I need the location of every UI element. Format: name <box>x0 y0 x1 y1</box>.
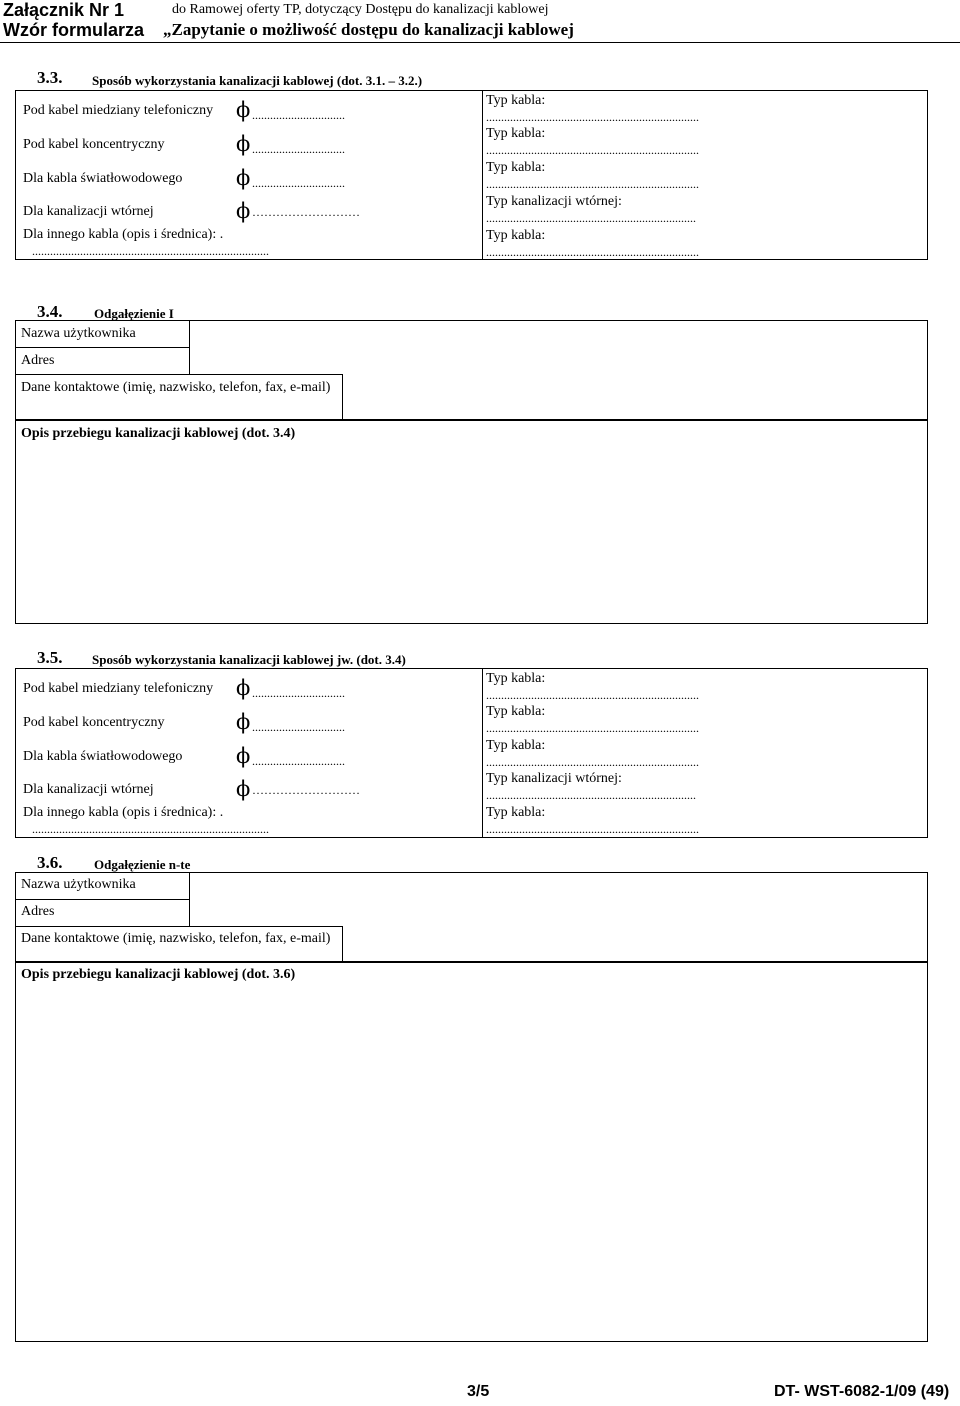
column-divider <box>342 926 343 962</box>
diameter-field[interactable]: ............................... <box>252 108 345 122</box>
cable-type-label: Typ kabla: <box>486 805 546 820</box>
diameter-icon: ϕ <box>236 777 251 801</box>
row-label: Pod kabel koncentryczny <box>23 137 165 152</box>
address-label: Adres <box>21 904 55 919</box>
row-divider <box>15 374 343 375</box>
cable-type-field[interactable]: ....................................................................... <box>486 245 699 259</box>
cable-type-field[interactable]: ....................................................................... <box>486 110 699 124</box>
row-label: Dla innego kabla (opis i średnica): . <box>23 227 224 242</box>
contact-field[interactable] <box>344 928 926 960</box>
section-3-4-route-box[interactable] <box>15 420 928 624</box>
cable-type-field[interactable]: ....................................................................... <box>486 688 699 702</box>
row-divider <box>15 899 190 900</box>
document-code: DT- WST-6082-1/09 (49) <box>774 1383 950 1400</box>
user-name-field[interactable] <box>191 874 926 898</box>
diameter-field[interactable]: ............................... <box>252 176 345 190</box>
row-label: Dla kabla światłowodowego <box>23 171 183 186</box>
diameter-field[interactable]: ............................... <box>252 720 345 734</box>
address-field[interactable] <box>191 349 926 373</box>
diameter-field[interactable]: ............................... <box>252 142 345 156</box>
diameter-field[interactable]: ……………………… <box>252 205 360 219</box>
section-3-6-route-box[interactable] <box>15 962 928 1342</box>
section-3-3-title: Sposób wykorzystania kanalizacji kablowej (dot. 3.1. – 3.2.) <box>92 73 423 88</box>
row-divider <box>15 347 190 348</box>
row-label: Dla kabla światłowodowego <box>23 749 183 764</box>
diameter-icon: ϕ <box>236 199 251 223</box>
secondary-duct-type-label: Typ kanalizacji wtórnej: <box>486 194 622 209</box>
header-divider <box>0 42 960 43</box>
table-column-divider <box>482 669 483 837</box>
diameter-icon: ϕ <box>236 132 251 156</box>
cable-type-label: Typ kabla: <box>486 93 546 108</box>
secondary-duct-type-label: Typ kanalizacji wtórnej: <box>486 771 622 786</box>
diameter-icon: ϕ <box>236 744 251 768</box>
secondary-duct-type-field[interactable]: ...................................................................... <box>486 788 696 802</box>
column-divider <box>189 872 190 926</box>
column-divider <box>342 374 343 420</box>
section-3-4-number: 3.4. <box>37 302 63 321</box>
user-name-field[interactable] <box>191 322 926 346</box>
section-3-3-number: 3.3. <box>37 68 63 87</box>
secondary-duct-type-field[interactable]: ...................................................................... <box>486 211 696 225</box>
user-name-label: Nazwa użytkownika <box>21 877 136 892</box>
section-3-5-title: Sposób wykorzystania kanalizacji kablowej jw. (dot. 3.4) <box>92 652 406 667</box>
cable-type-field[interactable]: ....................................................................... <box>486 721 699 735</box>
section-3-6-number: 3.6. <box>37 853 63 872</box>
row-label: Dla kanalizacji wtórnej <box>23 204 154 219</box>
other-cable-field[interactable]: ............................................................................... <box>32 244 269 258</box>
attachment-title: Załącznik Nr 1 <box>3 0 125 20</box>
table-column-divider <box>482 91 483 259</box>
document-title: „Zapytanie o możliwość dostępu do kanalizacji kablowej <box>163 20 574 39</box>
document-reference: do Ramowej oferty TP, dotyczący Dostępu do kanalizacji kablowej <box>172 2 549 17</box>
cable-type-label: Typ kabla: <box>486 704 546 719</box>
row-label: Dla kanalizacji wtórnej <box>23 782 154 797</box>
diameter-icon: ϕ <box>236 710 251 734</box>
section-3-5-number: 3.5. <box>37 648 63 667</box>
section-3-4-title: Odgałęzienie I <box>94 306 174 321</box>
row-label: Pod kabel miedziany telefoniczny <box>23 681 214 696</box>
cable-type-label: Typ kabla: <box>486 228 546 243</box>
user-name-label: Nazwa użytkownika <box>21 326 136 341</box>
contact-field[interactable] <box>344 376 926 418</box>
form-template-title: Wzór formularza <box>3 20 145 40</box>
cable-type-label: Typ kabla: <box>486 738 546 753</box>
row-label: Pod kabel miedziany telefoniczny <box>23 103 214 118</box>
column-divider <box>189 320 190 374</box>
cable-type-label: Typ kabla: <box>486 160 546 175</box>
cable-type-field[interactable]: ....................................................................... <box>486 822 699 836</box>
diameter-field[interactable]: ……………………… <box>252 783 360 797</box>
diameter-icon: ϕ <box>236 166 251 190</box>
cable-type-label: Typ kabla: <box>486 126 546 141</box>
cable-type-field[interactable]: ....................................................................... <box>486 177 699 191</box>
cable-type-field[interactable]: ....................................................................... <box>486 755 699 769</box>
route-description-label: Opis przebiegu kanalizacji kablowej (dot. 3.4) <box>21 426 296 441</box>
contact-label: Dane kontaktowe (imię, nazwisko, telefon, fax, e-mail) <box>21 380 331 395</box>
other-cable-field[interactable]: ............................................................................... <box>32 822 269 836</box>
row-divider <box>15 926 343 927</box>
row-label: Dla innego kabla (opis i średnica): . <box>23 805 224 820</box>
address-label: Adres <box>21 353 55 368</box>
route-description-label: Opis przebiegu kanalizacji kablowej (dot. 3.6) <box>21 967 296 982</box>
diameter-field[interactable]: ............................... <box>252 754 345 768</box>
section-3-6-title: Odgałęzienie n-te <box>94 857 191 872</box>
cable-type-field[interactable]: ....................................................................... <box>486 143 699 157</box>
page-number: 3/5 <box>467 1383 490 1400</box>
diameter-icon: ϕ <box>236 676 251 700</box>
cable-type-label: Typ kabla: <box>486 671 546 686</box>
contact-label: Dane kontaktowe (imię, nazwisko, telefon, fax, e-mail) <box>21 931 331 946</box>
address-field[interactable] <box>191 901 926 925</box>
row-label: Pod kabel koncentryczny <box>23 715 165 730</box>
diameter-icon: ϕ <box>236 98 251 122</box>
diameter-field[interactable]: ............................... <box>252 686 345 700</box>
